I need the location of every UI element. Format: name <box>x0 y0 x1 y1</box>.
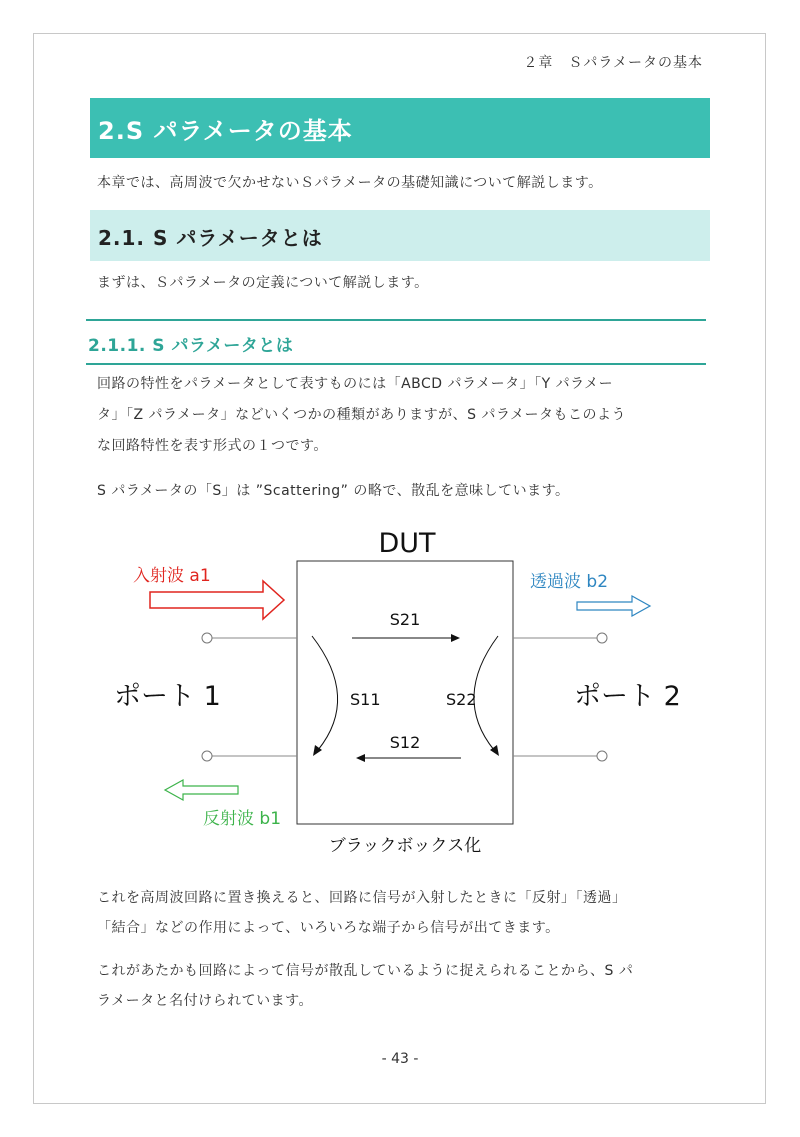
subsection-heading: 2.1.1. S パラメータとは <box>88 336 294 356</box>
running-header: ２章 Ｓパラメータの基本 <box>523 55 703 71</box>
chapter-heading: 2.S パラメータの基本 <box>98 117 353 145</box>
dut-box <box>297 561 513 824</box>
paragraph-line: これがあたかも回路によって信号が散乱しているように捉えられることから、S パ <box>97 963 634 979</box>
section-intro: まずは、Ｓパラメータの定義について解説します。 <box>97 275 429 291</box>
port1-terminal-top <box>202 633 212 643</box>
paragraph-line: ラメータと名付けられています。 <box>97 993 313 1009</box>
subsection-rule-top <box>86 319 706 321</box>
dut-label: DUT <box>378 528 436 559</box>
page-number: - 43 - <box>381 1051 419 1067</box>
paragraph-line: S パラメータの「S」は ”Scattering” の略で、散乱を意味しています。 <box>97 483 570 499</box>
incident-wave-label: 入射波 a1 <box>133 566 211 586</box>
s-parameter-diagram <box>0 510 800 865</box>
incident-wave-arrow <box>150 581 284 619</box>
port2-terminal-top <box>597 633 607 643</box>
section-heading: 2.1. S パラメータとは <box>98 226 323 250</box>
paragraph-line: タ」「Z パラメータ」などいくつかの種類がありますが、S パラメータもこのよう <box>97 407 627 423</box>
s22-label: S22 <box>446 690 477 709</box>
port2-label: ポート 2 <box>574 681 681 712</box>
paragraph-line: な回路特性を表す形式の１つです。 <box>97 438 328 454</box>
s11-label: S11 <box>350 690 381 709</box>
transmitted-wave-label: 透過波 b2 <box>530 572 609 592</box>
subsection-rule-bottom <box>86 363 706 365</box>
paragraph-line: 回路の特性をパラメータとして表すものには「ABCD パラメータ」「Y パラメー <box>97 376 614 392</box>
paragraph-line: 「結合」などの作用によって、いろいろな端子から信号が出てきます。 <box>97 920 560 936</box>
transmitted-wave-arrow <box>577 596 650 616</box>
blackbox-caption: ブラックボックス化 <box>328 836 482 856</box>
reflected-wave-arrow <box>165 780 238 800</box>
port2-terminal-bottom <box>597 751 607 761</box>
port1-label: ポート 1 <box>114 681 221 712</box>
paragraph-line: これを高周波回路に置き換えると、回路に信号が入射したときに「反射」「透過」 <box>97 890 627 906</box>
reflected-wave-label: 反射波 b1 <box>203 809 282 829</box>
s21-label: S21 <box>389 610 421 629</box>
s12-label: S12 <box>389 733 421 752</box>
chapter-intro: 本章では、高周波で欠かせないＳパラメータの基礎知識について解説します。 <box>97 175 603 191</box>
port1-terminal-bottom <box>202 751 212 761</box>
